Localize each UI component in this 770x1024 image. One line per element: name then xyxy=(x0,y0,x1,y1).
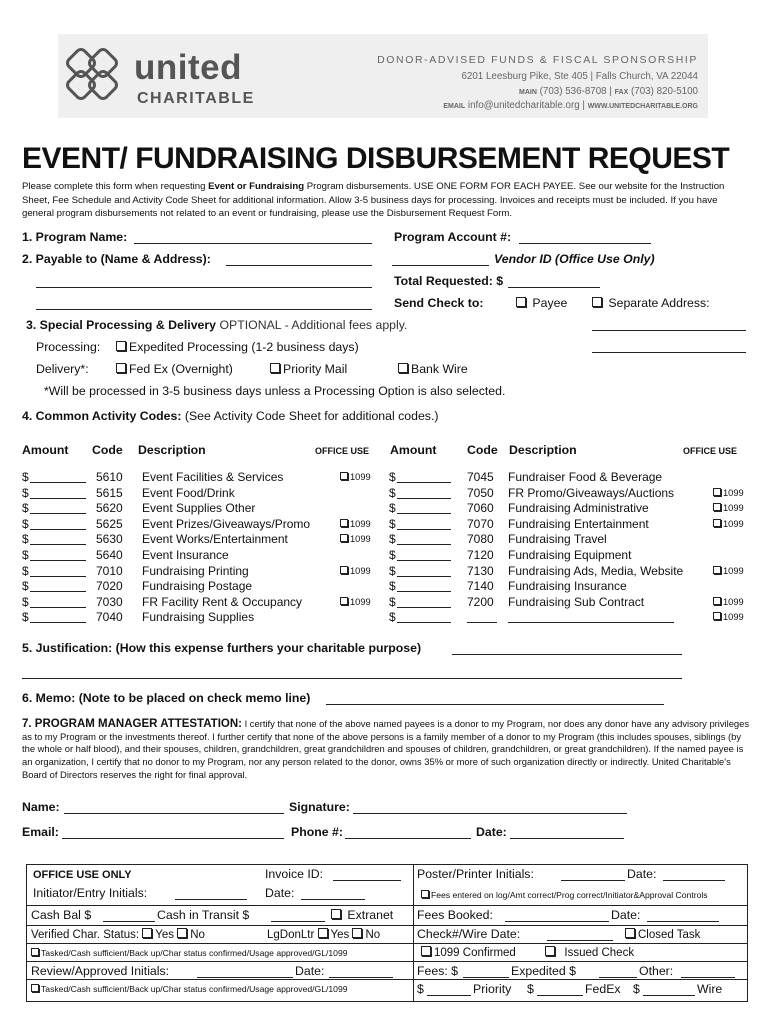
logo-subtitle: CHARITABLE xyxy=(137,90,255,107)
amount-dollar: $ xyxy=(22,563,29,578)
label-1099: 1099 xyxy=(350,596,371,607)
checkbox-icon xyxy=(625,928,635,938)
activity-description: Fundraising Postage xyxy=(142,579,253,594)
checkbox-icon xyxy=(713,566,721,574)
payable-to-label: 2. Payable to (Name & Address): xyxy=(22,252,211,266)
lgdonltr-yes-checkbox[interactable] xyxy=(318,929,350,941)
activity-code: 7140 xyxy=(467,579,494,594)
amount-field[interactable] xyxy=(397,544,451,545)
program-name-field[interactable] xyxy=(134,243,372,244)
phone-label: Phone #: xyxy=(291,825,343,839)
other-description-field[interactable] xyxy=(508,622,674,623)
other-code-field[interactable] xyxy=(467,622,497,623)
amount-dollar: $ xyxy=(22,485,29,500)
fedex-fee-field[interactable] xyxy=(537,995,583,996)
fees-booked-label: Fees Booked: xyxy=(417,908,493,922)
label-1099: 1099 xyxy=(350,518,371,529)
processing-note: *Will be processed in 3-5 business days unless a Processing Option is also selected. xyxy=(44,384,506,398)
bank-wire-checkbox[interactable] xyxy=(398,362,468,376)
total-requested-label: Total Requested: $ xyxy=(394,274,504,288)
header-email: info@unitedcharitable.org | xyxy=(467,100,585,111)
office-1099-checkbox[interactable] xyxy=(713,503,744,513)
checkbox-icon xyxy=(31,948,39,956)
poster-initials-field[interactable] xyxy=(561,880,625,881)
initiator-date-label: Date: xyxy=(265,886,295,900)
office-divider xyxy=(413,865,414,1001)
attestation-label: 7. PROGRAM MANAGER ATTESTATION: xyxy=(22,718,242,730)
label-1099: 1099 xyxy=(723,503,744,514)
checkbox-icon xyxy=(116,341,126,351)
special-processing-label: 3. Special Processing & Delivery xyxy=(26,318,217,332)
office-1099-checkbox[interactable] xyxy=(340,534,371,544)
confirmed-1099-checkbox[interactable] xyxy=(421,946,516,959)
amount-dollar: $ xyxy=(22,470,29,484)
justification-field-2[interactable] xyxy=(22,678,682,679)
review-date-label: Date: xyxy=(295,964,325,978)
header-tagline: DONOR-ADVISED FUNDS & FISCAL SPONSORSHIP xyxy=(377,54,698,66)
activity-description: Event Works/Entertainment xyxy=(142,532,288,547)
amount-dollar: $ xyxy=(389,470,396,484)
activity-description: Fundraising Printing xyxy=(142,563,249,578)
cash-bal-field[interactable] xyxy=(103,921,155,922)
activity-code: 5615 xyxy=(96,485,123,500)
dollar-sign: $ xyxy=(527,982,534,996)
tasked-checkbox-2[interactable] xyxy=(31,984,348,994)
checkbox-icon xyxy=(340,472,348,480)
activity-code: 7120 xyxy=(467,548,494,562)
extranet-checkbox[interactable] xyxy=(331,908,393,922)
office-row-divider xyxy=(27,905,747,906)
program-account-field[interactable] xyxy=(519,243,651,244)
office-row-divider xyxy=(27,943,747,944)
col-amount-left: Amount xyxy=(22,443,69,457)
activity-code: 5625 xyxy=(96,516,123,531)
signature-label: Signature: xyxy=(289,800,350,814)
payable-to-field-1[interactable] xyxy=(226,265,372,266)
memo-field[interactable] xyxy=(326,704,664,705)
tasked-label: Tasked/Cash sufficient/Back up/Char status confirmed/Usage approved/GL/1099 xyxy=(41,948,348,958)
activity-code: 7200 xyxy=(467,594,494,609)
label-1099: 1099 xyxy=(723,596,744,607)
activity-description: Fundraising Travel xyxy=(508,532,607,547)
priority-mail-checkbox[interactable] xyxy=(270,362,347,376)
checkbox-icon xyxy=(318,928,328,938)
bank-wire-label: Bank Wire xyxy=(411,362,468,376)
checkbox-icon xyxy=(177,928,187,938)
activity-code: 5640 xyxy=(96,548,123,562)
amount-dollar: $ xyxy=(22,532,29,547)
cash-transit-label: Cash in Transit $ xyxy=(157,908,250,922)
amount-field[interactable] xyxy=(30,529,86,530)
amount-dollar: $ xyxy=(22,610,29,625)
justification-label: 5. Justification: (How this expense furthers your charitable purpose) xyxy=(22,641,422,655)
amount-field[interactable] xyxy=(30,498,86,499)
verified-label: Verified Char. Status: xyxy=(31,929,140,941)
activity-code: 7080 xyxy=(467,532,494,547)
priority-label: Priority xyxy=(473,982,512,996)
issued-check-label: Issued Check xyxy=(564,947,635,959)
header-address: 6201 Leesburg Pike, Ste 405 | Falls Church, VA 22044 xyxy=(461,71,698,82)
activity-description: Fundraising Administrative xyxy=(508,501,649,516)
col-description-left: Description xyxy=(138,443,206,457)
attestation-text: I certify that none of the above named payees is a donor to my Program, nor does any donor have any advisory privileges as to my Program or the investments thereof. I further certify that none of the above persons is a family member of a donor to my Program (this includes spouses, siblings (by the whole or half blood), and their spouses, children, grandchildren, great grandchildren and spouses of children, grandchildren, or great grandchildren). If the named payee is an organization, I certify that no donor to my Program, nor any person related to the donor, owns 35% or more of such organization directly or indirectly. United Charitable's Board of Directors reserves the right for final approval. xyxy=(22,718,750,780)
expedited-processing-label: Expedited Processing (1-2 business days) xyxy=(129,340,359,354)
main-phone: (703) 536-8708 | xyxy=(539,86,612,97)
activity-code: 7020 xyxy=(96,579,123,594)
checkbox-icon xyxy=(31,984,39,992)
activity-code: 7130 xyxy=(467,563,494,578)
fees-field[interactable] xyxy=(463,977,509,978)
amount-field[interactable] xyxy=(397,529,451,530)
activity-code: 5620 xyxy=(96,501,123,516)
activity-description: Event Food/Drink xyxy=(142,485,235,500)
separate-address-checkbox[interactable] xyxy=(592,296,710,310)
phone-field[interactable] xyxy=(345,838,471,839)
checkbox-icon xyxy=(545,946,555,956)
checkbox-icon xyxy=(340,566,348,574)
header-phone-line xyxy=(519,86,698,97)
checkbox-icon xyxy=(592,297,602,307)
processing-label: Processing: xyxy=(36,340,101,354)
review-initials-field[interactable] xyxy=(197,977,293,978)
priority-fee-field[interactable] xyxy=(427,995,471,996)
separate-address-label: Separate Address: xyxy=(608,296,710,310)
checkbox-icon xyxy=(713,612,721,620)
checkbox-icon xyxy=(713,597,721,605)
col-office-left: OFFICE USE xyxy=(315,446,370,456)
amount-dollar: $ xyxy=(389,532,396,547)
amount-dollar: $ xyxy=(389,548,396,562)
checkbox-icon xyxy=(421,946,431,956)
review-date-field[interactable] xyxy=(329,977,393,978)
amount-dollar: $ xyxy=(389,501,396,516)
yes-label: Yes xyxy=(155,929,175,941)
amount-field[interactable] xyxy=(397,622,451,623)
amount-field[interactable] xyxy=(30,591,86,592)
activity-code: 5630 xyxy=(96,532,123,547)
poster-initials-label: Poster/Printer Initials: xyxy=(417,867,534,881)
office-1099-checkbox[interactable] xyxy=(713,597,744,607)
checkbox-icon xyxy=(270,363,280,373)
activity-code: 7040 xyxy=(96,610,123,625)
amount-dollar: $ xyxy=(389,610,396,625)
label-1099: 1099 xyxy=(350,534,371,545)
activity-codes-label: 4. Common Activity Codes: xyxy=(22,409,182,423)
col-amount-right: Amount xyxy=(390,443,437,457)
vendor-id-field[interactable] xyxy=(392,265,489,266)
email-label: Email: xyxy=(22,825,59,839)
checkbox-icon xyxy=(116,363,126,373)
office-use-box xyxy=(26,864,748,1002)
amount-dollar: $ xyxy=(22,594,29,609)
checkbox-icon xyxy=(421,890,429,898)
activity-description: Event Supplies Other xyxy=(142,501,256,516)
fedex-checkbox[interactable] xyxy=(116,362,233,376)
initiator-initials-field[interactable] xyxy=(175,899,247,900)
vendor-id-label: Vendor ID (Office Use Only) xyxy=(494,252,655,266)
activity-description: Event Prizes/Giveaways/Promo xyxy=(142,516,311,531)
name-label: Name: xyxy=(22,800,60,814)
total-requested-field[interactable] xyxy=(508,287,600,288)
tasked-checkbox-1[interactable] xyxy=(31,948,348,958)
activity-description: Fundraising Insurance xyxy=(508,579,627,594)
lgdonltr-status xyxy=(267,928,380,941)
check-wire-date-label: Check#/Wire Date: xyxy=(417,927,521,941)
office-1099-checkbox[interactable] xyxy=(713,612,744,622)
separate-address-field-2[interactable] xyxy=(592,352,746,353)
label-1099: 1099 xyxy=(350,565,371,576)
closed-task-label: Closed Task xyxy=(638,929,701,941)
amount-field[interactable] xyxy=(397,482,451,483)
fedex-fee-label: FedEx xyxy=(585,982,621,996)
amount-field[interactable] xyxy=(30,544,86,545)
initiator-initials-label: Initiator/Entry Initials: xyxy=(33,886,148,900)
checkbox-icon xyxy=(713,519,721,527)
activity-code: 7045 xyxy=(467,470,494,484)
amount-dollar: $ xyxy=(389,485,396,500)
fees-label: Fees: $ xyxy=(417,964,459,978)
activity-description: Fundraiser Food & Beverage xyxy=(508,470,663,484)
dollar-sign: $ xyxy=(417,982,424,996)
office-row-divider xyxy=(27,925,747,926)
payable-to-field-3[interactable] xyxy=(36,309,372,310)
fax-label: FAX xyxy=(614,89,629,96)
amount-field[interactable] xyxy=(30,622,86,623)
united-charitable-logo-icon xyxy=(64,48,126,104)
initiator-date-field[interactable] xyxy=(301,899,365,900)
main-label: MAIN xyxy=(519,89,537,96)
intro-text-2: Program disbursements. USE ONE FORM FOR EACH PAYEE. See our website for the Instruction Sheet, Fee Schedule and Activity Code Sheet for additional information. Allow 3-5 business days for processing. Invoices and receipts must be included. If you have general program disbursements not related to an event or fundraising, please use the Disbursement Request Form. xyxy=(22,181,725,219)
justification-field-1[interactable] xyxy=(452,654,682,655)
cash-bal-label: Cash Bal $ xyxy=(31,908,92,922)
poster-date-field[interactable] xyxy=(663,880,725,881)
activity-codes-note: (See Activity Code Sheet for additional codes.) xyxy=(184,409,439,423)
checkbox-icon xyxy=(516,297,526,307)
activity-code: 7070 xyxy=(467,516,494,531)
amount-field[interactable] xyxy=(397,576,451,577)
logo-wordmark: united xyxy=(134,48,242,87)
activity-description: Fundraising Equipment xyxy=(508,548,632,562)
checkbox-icon xyxy=(713,488,721,496)
label-1099: 1099 xyxy=(723,565,744,576)
lgdonltr-label: LgDonLtr xyxy=(267,929,315,941)
other-fee-field[interactable] xyxy=(681,977,735,978)
memo-label: 6. Memo: (Note to be placed on check memo line) xyxy=(22,691,311,705)
amount-field[interactable] xyxy=(30,513,86,514)
office-1099-checkbox[interactable] xyxy=(713,488,744,498)
office-1099-checkbox[interactable] xyxy=(340,597,371,607)
activity-code: 7030 xyxy=(96,594,123,609)
label-1099: 1099 xyxy=(723,612,744,623)
fees-booked-date-label: Date: xyxy=(611,908,641,922)
label-1099: 1099 xyxy=(350,472,371,482)
delivery-label: Delivery*: xyxy=(36,362,89,376)
amount-field[interactable] xyxy=(30,560,86,561)
special-processing-heading xyxy=(26,318,407,332)
special-processing-optional: OPTIONAL - Additional fees apply. xyxy=(219,318,408,332)
office-row-divider xyxy=(27,961,747,962)
expedited-processing-checkbox[interactable] xyxy=(116,340,359,354)
checkbox-icon xyxy=(340,597,348,605)
amount-dollar: $ xyxy=(389,563,396,578)
poster-date-label: Date: xyxy=(627,867,657,881)
checkbox-icon xyxy=(713,503,721,511)
dollar-sign: $ xyxy=(633,982,640,996)
closed-task-checkbox[interactable] xyxy=(625,928,700,941)
expedited-fee-label: Expedited $ xyxy=(511,964,576,978)
amount-dollar: $ xyxy=(22,548,29,562)
office-1099-checkbox[interactable] xyxy=(713,519,744,529)
col-code-left: Code xyxy=(92,443,123,457)
amount-field[interactable] xyxy=(30,576,86,577)
amount-dollar: $ xyxy=(389,516,396,531)
activity-description: FR Facility Rent & Occupancy xyxy=(142,594,303,609)
activity-description: Fundraising Sub Contract xyxy=(508,594,645,609)
amount-dollar: $ xyxy=(22,579,29,594)
send-check-to-label: Send Check to: xyxy=(394,296,484,310)
payable-to-field-2[interactable] xyxy=(36,287,372,288)
verified-yes-checkbox[interactable] xyxy=(142,929,174,941)
col-description-right: Description xyxy=(509,443,577,457)
fax-number: (703) 820-5100 xyxy=(631,86,698,97)
email-label: EMAIL xyxy=(443,103,466,110)
attestation-block xyxy=(22,718,750,782)
letterhead xyxy=(58,34,708,118)
label-1099: 1099 xyxy=(723,487,744,498)
date-field[interactable] xyxy=(510,838,624,839)
expedited-fee-field[interactable] xyxy=(599,977,637,978)
extranet-label: Extranet xyxy=(347,908,394,922)
verified-no-checkbox[interactable] xyxy=(177,929,205,941)
checkbox-icon xyxy=(398,363,408,373)
amount-field[interactable] xyxy=(30,482,86,483)
activity-description: FR Promo/Giveaways/Auctions xyxy=(508,485,675,500)
amount-field[interactable] xyxy=(397,591,451,592)
no-label: No xyxy=(365,929,381,941)
amount-field[interactable] xyxy=(397,560,451,561)
form-title: EVENT/ FUNDRAISING DISBURSEMENT REQUEST xyxy=(22,142,730,175)
other-fee-label: Other: xyxy=(639,964,674,978)
review-initials-label: Review/Approved Initials: xyxy=(31,964,170,978)
wire-fee-label: Wire xyxy=(697,982,723,996)
payee-checkbox[interactable] xyxy=(516,296,567,310)
activity-description: Fundraising Ads, Media, Website xyxy=(508,563,684,578)
activity-code: 7060 xyxy=(467,501,494,516)
separate-address-field-1[interactable] xyxy=(592,330,746,331)
amount-dollar: $ xyxy=(389,594,396,609)
yes-label: Yes xyxy=(330,929,350,941)
activity-description: Event Facilities & Services xyxy=(142,470,284,484)
intro-text-1: Please complete this form when requesting xyxy=(22,181,209,192)
wire-fee-field[interactable] xyxy=(643,995,695,996)
amount-field[interactable] xyxy=(30,607,86,608)
email-field[interactable] xyxy=(62,838,284,839)
checkbox-icon xyxy=(142,928,152,938)
header-contact-line xyxy=(443,100,698,111)
amount-dollar: $ xyxy=(22,501,29,516)
activity-code: 7050 xyxy=(467,485,494,500)
office-1099-checkbox[interactable] xyxy=(713,566,744,576)
checkbox-icon xyxy=(340,519,348,527)
signature-field[interactable] xyxy=(353,813,627,814)
name-field[interactable] xyxy=(64,813,284,814)
check-wire-date-field[interactable] xyxy=(547,940,613,941)
amount-dollar: $ xyxy=(22,516,29,531)
activity-code: 5610 xyxy=(96,470,123,484)
tasked-label: Tasked/Cash sufficient/Back up/Char status confirmed/Usage approved/GL/1099 xyxy=(41,984,348,994)
confirmed-1099-label: 1099 Confirmed xyxy=(434,947,516,959)
intro-paragraph xyxy=(22,180,752,221)
no-label: No xyxy=(190,929,205,941)
amount-field[interactable] xyxy=(397,498,451,499)
issued-check-checkbox[interactable] xyxy=(545,946,634,959)
payee-label: Payee xyxy=(532,296,568,310)
office-1099-checkbox[interactable] xyxy=(340,472,371,482)
cash-transit-field[interactable] xyxy=(271,921,325,922)
office-use-title: OFFICE USE ONLY xyxy=(33,869,132,881)
activity-description: Fundraising Supplies xyxy=(142,610,255,625)
program-name-label: 1. Program Name: xyxy=(22,230,128,244)
checkbox-icon xyxy=(331,909,341,919)
amount-field[interactable] xyxy=(397,607,451,608)
checkbox-icon xyxy=(340,534,348,542)
lgdonltr-no-checkbox[interactable] xyxy=(352,929,380,941)
fedex-label: Fed Ex (Overnight) xyxy=(129,362,233,376)
office-1099-checkbox[interactable] xyxy=(340,519,371,529)
header-website: WWW.UNITEDCHARITABLE.ORG xyxy=(587,103,698,110)
fees-entered-label: Fees entered on log/Amt correct/Prog correct/Initiator&Approval Controls xyxy=(431,890,708,900)
invoice-id-field[interactable] xyxy=(333,880,401,881)
fees-entered-checkbox[interactable] xyxy=(421,890,708,900)
label-1099: 1099 xyxy=(723,518,744,529)
program-account-label: Program Account #: xyxy=(394,230,512,244)
office-1099-checkbox[interactable] xyxy=(340,566,371,576)
office-row-divider xyxy=(27,979,747,980)
activity-description: Fundraising Entertainment xyxy=(508,516,649,531)
checkbox-icon xyxy=(352,928,362,938)
amount-field[interactable] xyxy=(397,513,451,514)
activity-description: Event Insurance xyxy=(142,548,229,562)
verified-char-status xyxy=(31,928,205,941)
date-label: Date: xyxy=(476,825,507,839)
activity-codes-heading xyxy=(22,409,438,423)
col-office-right: OFFICE USE xyxy=(683,446,738,456)
invoice-id-label: Invoice ID: xyxy=(265,867,324,881)
fees-booked-date-field[interactable] xyxy=(647,921,719,922)
amount-dollar: $ xyxy=(389,579,396,594)
priority-mail-label: Priority Mail xyxy=(283,362,348,376)
activity-code: 7010 xyxy=(96,563,123,578)
fees-booked-field[interactable] xyxy=(505,921,609,922)
intro-bold: Event or Fundraising xyxy=(208,181,305,192)
col-code-right: Code xyxy=(467,443,498,457)
